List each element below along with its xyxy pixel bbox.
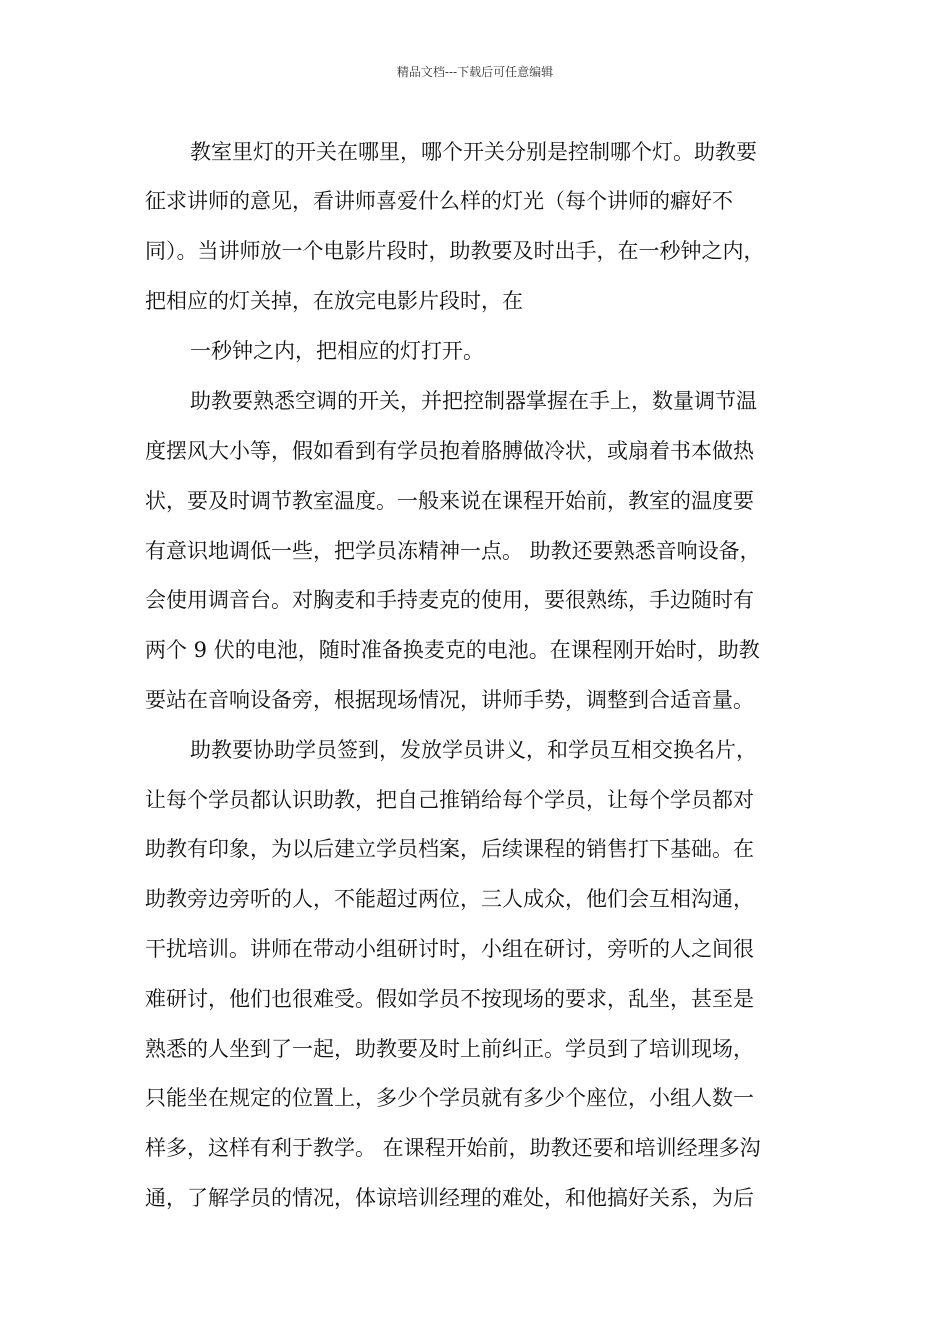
text-line: 助教要协助学员签到，发放学员讲义，和学员互相交换名片， — [190, 738, 757, 762]
text-line: 状，要及时调节教室温度。一般来说在课程开始前，教室的温度要 — [145, 489, 754, 513]
text-line: 助教要熟悉空调的开关，并把控制器掌握在手上，数量调节温 — [190, 389, 757, 413]
text-line: 把相应的灯关掉，在放完电影片段时，在 — [145, 289, 523, 313]
text-line: 助教旁边旁听的人，不能超过两位，三人成众，他们会互相沟通， — [145, 887, 754, 911]
text-line: 样多，这样有利于教学。 在课程开始前，助教还要和培训经理多沟 — [145, 1136, 761, 1160]
text-line: 熟悉的人坐到了一起，助教要及时上前纠正。学员到了培训现场， — [145, 1037, 754, 1061]
text-line: 难研讨，他们也很难受。假如学员不按现场的要求，乱坐，甚至是 — [145, 987, 754, 1011]
text-line: 只能坐在规定的位置上，多少个学员就有多少个座位，小组人数一 — [145, 1086, 754, 1110]
text-line: 两个 9 伏的电池，随时准备换麦克的电池。在课程刚开始时，助教 — [145, 638, 760, 662]
text-line: 一秒钟之内，把相应的灯打开。 — [190, 339, 484, 363]
text-line: 度摆风大小等，假如看到有学员抱着胳膊做冷状，或扇着书本做热 — [145, 439, 754, 463]
text-line: 助教有印象，为以后建立学员档案，后续课程的销售打下基础。在 — [145, 837, 754, 861]
text-line: 要站在音响设备旁，根据现场情况，讲师手势，调整到合适音量。 — [145, 688, 754, 712]
page-header: 精品文档---下载后可任意编辑 — [396, 65, 554, 79]
text-line: 让每个学员都认识助教，把自己推销给每个学员，让每个学员都对 — [145, 788, 754, 812]
text-line: 干扰培训。讲师在带动小组研讨时，小组在研讨，旁听的人之间很 — [145, 937, 754, 961]
text-line: 同）。当讲师放一个电影片段时，助教要及时出手，在一秒钟之内， — [145, 239, 765, 263]
text-line: 会使用调音台。对胸麦和手持麦克的使用，要很熟练，手边随时有 — [145, 588, 754, 612]
text-line: 有意识地调低一些，把学员冻精神一点。 助教还要熟悉音响设备， — [145, 539, 761, 563]
text-line: 教室里灯的开关在哪里，哪个开关分别是控制哪个灯。助教要 — [190, 140, 757, 164]
text-line: 通，了解学员的情况，体谅培训经理的难处，和他搞好关系，为后 — [145, 1186, 754, 1210]
text-line: 征求讲师的意见，看讲师喜爱什么样的灯光（每个讲师的癖好不 — [145, 189, 733, 213]
